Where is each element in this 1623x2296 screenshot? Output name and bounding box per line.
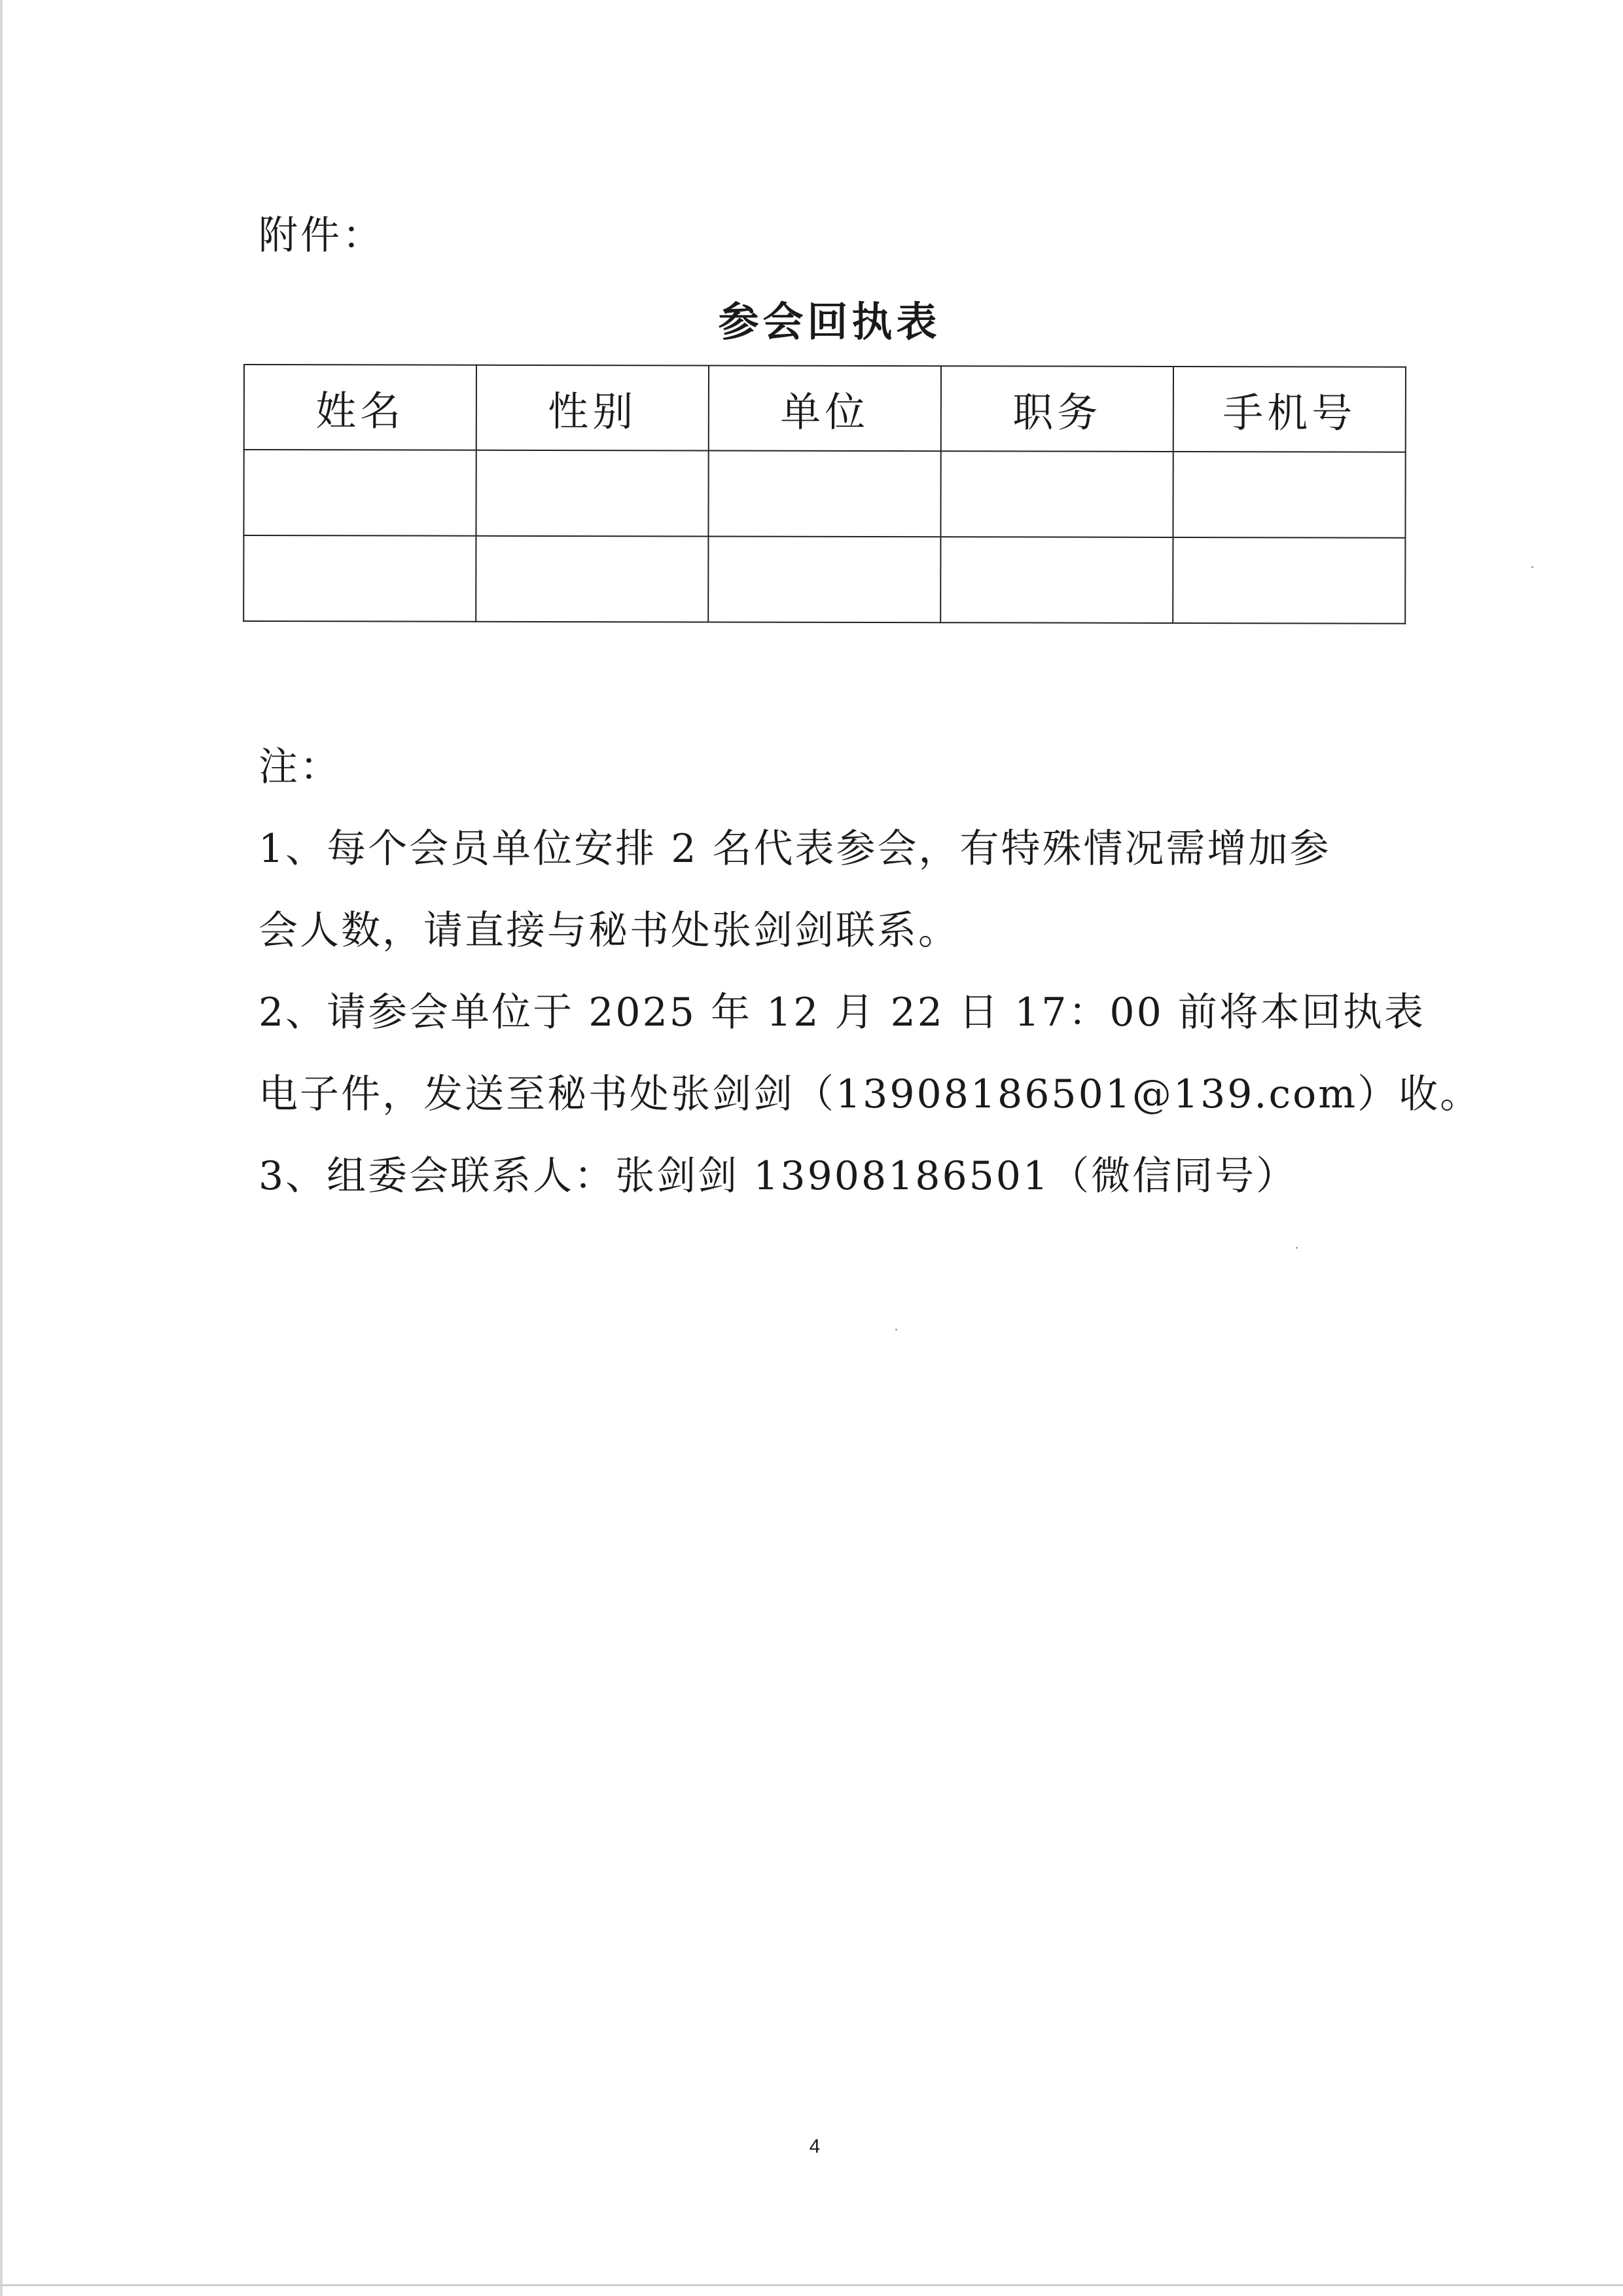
header-organization: 单位 [709, 365, 941, 451]
notes-section [259, 726, 1482, 1217]
form-title: 参会回执表 [718, 298, 941, 346]
table-cell[interactable] [476, 536, 708, 622]
page-number: 4 [809, 2136, 821, 2157]
receipt-table [243, 364, 1406, 624]
notes-heading: 注： [259, 744, 341, 790]
scan-speck [895, 1329, 897, 1331]
table-cell[interactable] [243, 450, 476, 536]
table-cell[interactable] [940, 537, 1173, 623]
table-header-row [244, 365, 1406, 452]
header-gender: 性别 [476, 365, 709, 451]
table-cell[interactable] [708, 536, 940, 622]
scan-speck [1296, 1247, 1298, 1249]
header-name: 姓名 [244, 365, 476, 450]
table-cell[interactable] [476, 450, 708, 537]
table-row [243, 450, 1405, 538]
table-cell[interactable] [1173, 537, 1405, 624]
note-line: 3、组委会联系人：张剑剑 13908186501（微信同号） [259, 1153, 1298, 1199]
scan-edge-bottom [0, 2284, 1623, 2286]
scan-speck [1531, 566, 1533, 568]
note-line: 电子件，发送至秘书处张剑剑（13908186501@139.com）收。 [259, 1071, 1482, 1117]
note-line: 会人数，请直接与秘书处张剑剑联系。 [259, 908, 959, 954]
header-phone: 手机号 [1173, 367, 1406, 452]
header-position: 职务 [941, 366, 1173, 452]
table-cell[interactable] [1173, 452, 1405, 538]
note-line: 1、每个会员单位安排 2 名代表参会，有特殊情况需增加参 [259, 826, 1331, 872]
note-line: 2、请参会单位于 2025 年 12 月 22 日 17：00 前将本回执表 [259, 990, 1425, 1035]
table-cell[interactable] [243, 535, 476, 622]
attachment-label: 附件： [259, 213, 384, 259]
table-cell[interactable] [708, 450, 940, 537]
table-cell[interactable] [940, 451, 1173, 537]
table-row [243, 535, 1405, 624]
